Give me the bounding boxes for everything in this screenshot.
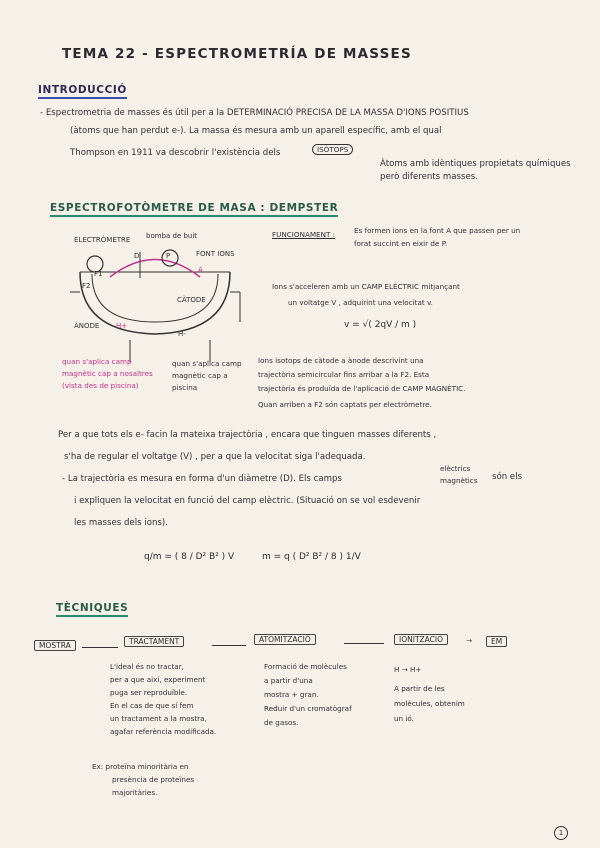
label-catode: CÀTODE [177,296,206,304]
isotops-label: ISÒTOPS [312,144,353,155]
label-anode: ÀNODE [74,322,100,330]
page-number: 1 [554,826,568,840]
formula-m: m = q ( D² B² / 8 ) 1/V [262,552,361,562]
example-line: presència de proteïnes [112,775,195,784]
col3-line: un ió. [394,714,414,723]
step3a: Ions isotops de càtode a ànode descrivint una [258,356,424,365]
flow-ionitzacio: IONITZACIÓ [394,634,448,645]
step2a: Ions s'acceleren amb un CAMP ELÈCTRIC mitjançant [272,282,460,291]
label-p: P [166,252,171,260]
flow-tractament: TRACTAMENT [124,636,184,647]
intro-line3: Thompson en 1911 va descobrir l'existència dels [70,148,281,158]
example-line: majoritàries. [112,788,158,797]
flow-mostra: MOSTRA [34,640,76,651]
step3b: trajectòria semicircular fins arribar a la F2. Esta [258,370,430,379]
para-l2: s'ha de regular el voltatge (V) , per a que la velocitat siga l'adequada. [64,452,366,462]
label-d: D [134,252,140,260]
spectro-heading: ESPECTROFOTÒMETRE DE MASA : DEMPSTER [50,202,338,217]
tech-col1 [110,660,250,738]
col1-line: un tractament a la mostra, [110,714,207,723]
page-title: TEMA 22 - ESPECTROMETRÍA DE MASSES [62,46,412,62]
step3c: trajectòria és produïda de l'aplicació de CAMP MAGNÈTIC. [258,384,466,393]
step1: Es formen ions en la font A que passen per un forat succint en eixir de P. [354,226,521,248]
para-l4: i expliquen la velocitat en funció del camp elèctric. (Situació on se vol esdevenir [74,496,421,506]
para-l3: - La trajectòria es mesura en forma d'un diàmetre (D). Els camps [62,474,342,484]
fields-top: elèctrics [440,464,471,473]
label-f2: F2 [82,282,91,290]
label-font-ions: FONT IONS [196,250,235,258]
step2b: un voltatge V , adquirint una velocitat v. [288,298,433,307]
col1-line: En el cas de que sí fem [110,701,194,710]
diagram-trajectory [110,260,200,278]
label-h-plus: H+ [116,322,128,330]
formula-v: v = √( 2qV / m ) [344,320,417,330]
example-line: Ex: proteïna minoritària en [92,762,189,771]
isotops-note: Àtoms amb idèntiques propietats químiques però diferents masses. [380,159,571,182]
tech-col2 [264,660,394,730]
flow-atomitzacio: ATOMITZACIÓ [254,634,316,645]
col2-line: Formació de molècules [264,662,347,671]
label-vacuum: bomba de buit [146,232,198,240]
tech-example [92,760,242,799]
flow-dash-1 [82,647,118,648]
intro-line2: (àtoms que han perdut e-). La massa és mesura amb un aparell específic, amb el qual [70,126,442,136]
intro-heading: INTRODUCCIÓ [38,84,127,99]
flow-em: EM [486,636,507,647]
col2-line: mostra + gran. [264,690,319,699]
para-l5: les masses dels ions). [74,518,168,528]
col2-line: de gasos. [264,718,299,727]
para-l1: Per a que tots els e- facin la mateixa trajectòria , encara que tinguen masses diferents , [58,430,437,440]
pink-field-note: quan s'aplica camp magnètic cap a nosaltres (vista des de piscina) [62,357,153,390]
tech-col3 [394,662,514,726]
col2-line: a partir d'una [264,676,313,685]
func-heading: FUNCIONAMENT : [272,230,336,239]
flow-dash-2 [212,645,246,646]
intro-line1: - Espectrometria de masses és útil per a la DETERMINACIÓ PRECISA DE LA MASSA D'IONS POSITIUS [40,108,469,118]
col3-line: molècules, obtenim [394,699,465,708]
diagram-chamber-outer [80,272,230,334]
col2-line: Reduir d'un cromatògraf [264,704,352,713]
label-electrometre: ELECTRÒMETRE [74,236,131,244]
label-a: A [198,266,203,274]
col1-line: agafar referència modificada. [110,727,217,736]
col1-line: per a que així, experiment [110,675,206,684]
fields-bottom: magnètics [440,476,478,485]
col1-line: puga ser reproduïble. [110,688,188,697]
col3-line: H → H+ [394,665,422,674]
flow-dash-3 [344,643,384,644]
step3d: Quan arriben a F2 són captats per electròmetre. [258,400,432,409]
black-field-note: quan s'aplica camp magnètic cap a piscina [172,359,242,392]
col3-line: A partir de les [394,684,445,693]
formula-qm: q/m = ( 8 / D² B² ) V [144,552,235,562]
col1-line: L'ideal és no tractar, [110,662,184,671]
tech-heading: TÈCNIQUES [56,602,128,617]
para-l3end: són els [492,472,523,482]
flow-arrow: → [466,636,473,645]
label-h-minus: H- [178,330,186,338]
label-f1: F1 [94,270,103,278]
